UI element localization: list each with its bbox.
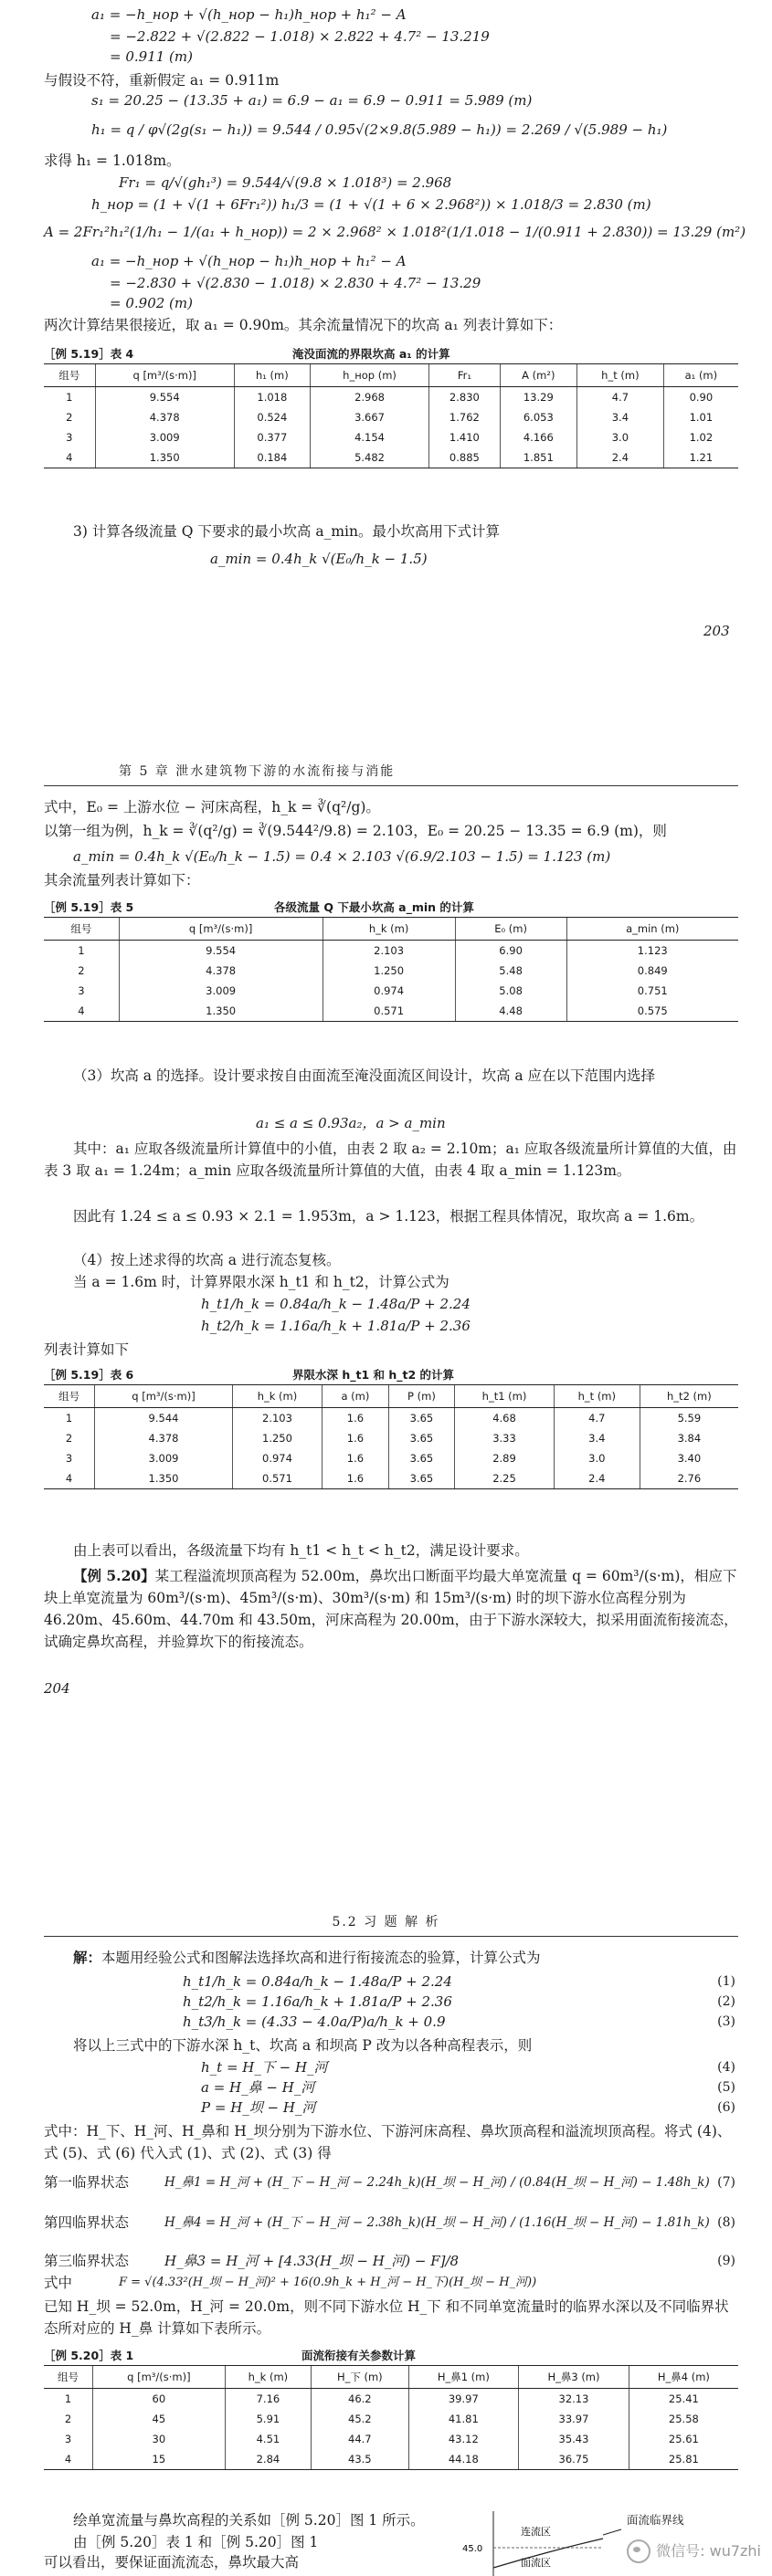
cell: 35.43 (519, 2429, 629, 2449)
cell: 1.410 (429, 427, 500, 447)
column-header: q [m³/(s·m)] (119, 918, 323, 941)
column-header: H_鼻4 (m) (629, 2366, 738, 2389)
formula: h_t = H_下 − H_河 (201, 2059, 328, 2076)
formula: h_t1/h_k = 0.84a/h_k − 1.48a/P + 2.24 (201, 1296, 471, 1312)
running-header: 5.2 习 题 解 析 (332, 1915, 440, 1929)
table-row (44, 2389, 738, 2410)
table-row (44, 407, 738, 427)
cell: 25.58 (629, 2409, 738, 2429)
column-header: h_t (m) (577, 364, 664, 387)
table-row (44, 2409, 738, 2429)
cell: 0.571 (232, 1468, 322, 1489)
cell: 3.65 (388, 1408, 454, 1429)
cell: 0.974 (323, 981, 455, 1001)
formula: a_min = 0.4h_k √(E₀/h_k − 1.5) (210, 551, 428, 567)
solution-line (73, 1949, 541, 1967)
cell: 6.053 (500, 407, 576, 427)
figure-leader (603, 2529, 621, 2535)
figure-region-label: 面流区 (521, 2557, 551, 2569)
cell: 3.65 (388, 1448, 454, 1468)
formula: h_t3/h_k = (4.33 − 4.0a/P)a/h_k + 0.9 (183, 2013, 446, 2030)
cell: 3 (65, 1452, 73, 1465)
cell: 2.4 (554, 1468, 640, 1489)
equation-line: h_нор = (1 + √(1 + 6Fr₁²)) h₁/3 = (1 + √(1 + 6 × 2.968²)) × 1.018/3 = 2.830 (m) (91, 196, 651, 213)
cell: 46.2 (312, 2389, 408, 2410)
equation-number: (2) (717, 1994, 735, 2009)
column-header: E₀ (m) (455, 918, 566, 941)
paragraph: （4）按上述求得的坎高 a 进行流态复核。 (73, 1252, 341, 1268)
cell: 32.13 (519, 2389, 629, 2410)
cell: 60 (92, 2389, 225, 2410)
cell: 3.667 (310, 407, 428, 427)
subsection-heading: 3) 计算各级流量 Q 下要求的最小坎高 a_min。最小坎高用下式计算 (73, 523, 500, 540)
equation-line: = 0.911 (m) (110, 48, 193, 65)
cell: 1.01 (663, 407, 738, 427)
column-header: h₁ (m) (234, 364, 310, 387)
cell: 1.350 (119, 1001, 323, 1022)
solution-label: 解： (73, 1949, 102, 1966)
column-header: 组号 (44, 364, 95, 387)
equation-line: a_min = 0.4h_k √(E₀/h_k − 1.5) = 0.4 × 2.103 √(6.9/2.103 − 1.5) = 1.123 (m) (73, 848, 611, 865)
cell: 33.97 (519, 2409, 629, 2429)
cell: 3.0 (577, 427, 664, 447)
table-label: ［例 5.19］表 4 (44, 347, 134, 361)
cell: 15 (92, 2449, 225, 2470)
cell: 0.575 (566, 1001, 738, 1022)
cell: 25.81 (629, 2449, 738, 2470)
watermark (627, 2539, 761, 2564)
cell: 2 (64, 2413, 72, 2425)
cell: 1.6 (323, 1408, 389, 1429)
cell: 3.33 (455, 1428, 555, 1448)
cell: 5.08 (455, 981, 566, 1001)
example-text: 某工程溢流坝顶高程为 52.00m，鼻坎出口断面平均最大单宽流量 q = 60m³/(s·m)，相应下块上单宽流量为 60m³/(s·m)、45m³/(s·m)、30m³/(s·m) 和 15m³/(s·m) 时的坝下游水位高程分别为 46.20m、45.60m、44.70m 和 43.50m，河床高程为 20.00m，由于下游水深较大，拟采用面流衔接流态，试确定鼻坎高程，并验算坎下的衔接流态。 (44, 1568, 738, 1650)
cell: 4 (44, 1001, 119, 1022)
table-row (44, 1001, 738, 1022)
column-header: H_下 (m) (312, 2366, 408, 2389)
cell: 9.554 (95, 387, 234, 408)
cell: 4.378 (95, 1428, 233, 1448)
cell: 0.524 (234, 407, 310, 427)
page-203 (0, 0, 772, 685)
example-paragraph (44, 1565, 738, 1653)
cell: 3.40 (640, 1448, 738, 1468)
cell: 2 (78, 964, 85, 977)
cell: 36.75 (519, 2449, 629, 2470)
cell: 1.6 (323, 1428, 389, 1448)
state-label: 第四临界状态 (44, 2214, 130, 2231)
text-line: 式中 (44, 2275, 73, 2291)
equation-number: (9) (717, 2254, 735, 2268)
equation-line: A = 2Fr₁²h₁²(1/h₁ − 1/(a₁ + h_нор)) = 2 × 2.968² × 1.018²(1/1.018 − 1/(0.911 + 2.830)) = 13.29 (m²) (44, 224, 746, 240)
formula: h_t2/h_k = 1.16a/h_k + 1.81a/P + 2.36 (201, 1318, 471, 1334)
column-header: h_t1 (m) (455, 1385, 555, 1408)
equation-line: s₁ = 20.25 − (13.35 + a₁) = 6.9 − a₁ = 6.9 − 0.911 = 5.989 (m) (91, 92, 533, 109)
cell: 5.59 (640, 1408, 738, 1429)
paragraph: 由［例 5.20］表 1 和［例 5.20］图 1 (73, 2534, 319, 2550)
figure-partial (457, 2511, 649, 2576)
cell: 9.554 (119, 941, 323, 962)
table-5 (44, 917, 738, 1022)
equation-line: h₁ = q / φ√(2g(s₁ − h₁)) = 9.544 / 0.95√(2×9.8(5.989 − h₁)) = 2.269 / √(5.989 − h₁) (91, 121, 668, 138)
paragraph: 可以看出，要保证面流流态，鼻坎最大高 (44, 2554, 300, 2571)
paragraph: 列表计算如下 (44, 1341, 130, 1358)
solution-text: 本题用经验公式和图解法选择坎高和进行衔接流态的验算，计算公式为 (101, 1950, 541, 1966)
cell: 3.84 (640, 1428, 738, 1448)
page-204 (0, 758, 772, 1835)
cell: 1 (65, 1412, 73, 1425)
table-title: 淹没面流的界限坎高 a₁ 的计算 (292, 347, 450, 361)
cell: 0.751 (566, 981, 738, 1001)
table-row (44, 1468, 738, 1489)
cell: 44.18 (408, 2449, 519, 2470)
text-line: 两次计算结果很接近，取 a₁ = 0.90m。其余流量情况下的坎高 a₁ 列表计算如下： (44, 317, 563, 333)
table-example-5-20 (44, 2365, 738, 2470)
cell: 0.885 (429, 447, 500, 468)
equation-line: a₁ = −h_нор + √(h_нор − h₁)h_нор + h₁² − A (91, 6, 407, 23)
column-header: H_鼻1 (m) (408, 2366, 519, 2389)
column-header: a (m) (323, 1385, 389, 1408)
header-rule (44, 1936, 738, 1937)
cell: 1.21 (663, 447, 738, 468)
page-number: 203 (703, 623, 730, 639)
cell: 39.97 (408, 2389, 519, 2410)
cell: 25.41 (629, 2389, 738, 2410)
inequality: a₁ ≤ a ≤ 0.93a₂，a > a_min (256, 1115, 446, 1131)
cell: 0.571 (323, 1001, 455, 1022)
cell: 44.7 (312, 2429, 408, 2449)
cell: 2.968 (310, 387, 428, 408)
cell: 0.184 (234, 447, 310, 468)
cell: 0.974 (232, 1448, 322, 1468)
text-line: 以第一组为例，h_k = ∛(q²/g) = ∛(9.544²/9.8) = 2.103，E₀ = 20.25 − 13.35 = 6.9 (m)，则 (44, 823, 667, 839)
text-line: 与假设不符，重新假定 a₁ = 0.911m (44, 72, 280, 89)
table-row (44, 1428, 738, 1448)
cell: 3.4 (577, 407, 664, 427)
cell: 1.851 (500, 447, 576, 468)
page-section-5-2 (0, 1908, 772, 2576)
cell: 4.378 (119, 961, 323, 981)
cell: 43.5 (312, 2449, 408, 2470)
column-header: h_k (m) (232, 1385, 322, 1408)
equation-number: (3) (717, 2014, 735, 2029)
wechat-icon (627, 2539, 650, 2563)
figure-region-label: 连流区 (521, 2526, 551, 2538)
cell: 1 (78, 944, 85, 957)
cell: 4.154 (310, 427, 428, 447)
paragraph: 其中：a₁ 应取各级流量所计算值中的小值，由表 2 取 a₂ = 2.10m；a₁ 应取各级流量所计算值的大值，由表 3 取 a₁ = 1.24m；a_min 应取各级流量所计算值的大值，由表 4 取 a_min = 1.123m。 (44, 1141, 737, 1179)
equation-line: = −2.822 + √(2.822 − 1.018) × 2.822 + 4.7² − 13.219 (110, 28, 490, 45)
figure-line-label: 面流临界线 (627, 2513, 684, 2527)
table-row (44, 981, 738, 1001)
formula: P = H_坝 − H_河 (201, 2099, 316, 2116)
figure-tick-label: 45.0 (462, 2544, 483, 2554)
column-header: h_t (m) (554, 1385, 640, 1408)
cell: 1.6 (323, 1448, 389, 1468)
cell: 2.103 (323, 941, 455, 962)
equation-number: (5) (717, 2080, 735, 2095)
cell: 0.90 (663, 387, 738, 408)
paragraph: 因此有 1.24 ≤ a ≤ 0.93 × 2.1 = 1.953m，a > 1.123，根据工程具体情况，取坎高 a = 1.6m。 (73, 1208, 704, 1225)
equation-number: (4) (717, 2060, 735, 2075)
page-number: 204 (44, 1680, 70, 1697)
table-row (44, 2429, 738, 2449)
cell: 2.103 (232, 1408, 322, 1429)
cell: 5.91 (225, 2409, 311, 2429)
cell: 2.4 (577, 447, 664, 468)
column-header: H_鼻3 (m) (519, 2366, 629, 2389)
equation-line: Fr₁ = q/√(gh₁³) = 9.544/√(9.8 × 1.018³) = 2.968 (119, 174, 452, 191)
cell: 25.61 (629, 2429, 738, 2449)
paragraph: 由上表可以看出，各级流量下均有 h_t1 < h_t < h_t2，满足设计要求。 (73, 1542, 529, 1559)
cell: 1.6 (323, 1468, 389, 1489)
table-row (44, 961, 738, 981)
table-row (44, 941, 738, 962)
cell: 4.166 (500, 427, 576, 447)
cell: 1.018 (234, 387, 310, 408)
state-label: 第一临界状态 (44, 2174, 130, 2191)
cell: 4.7 (577, 387, 664, 408)
table-title: 各级流量 Q 下最小坎高 a_min 的计算 (274, 900, 474, 914)
equation-number: (8) (717, 2215, 735, 2230)
column-header: h_k (m) (225, 2366, 311, 2389)
column-header: h_t2 (m) (640, 1385, 738, 1408)
formula: h_t1/h_k = 0.84a/h_k − 1.48a/P + 2.24 (183, 1973, 452, 1990)
example-label: 【例 5.20】 (73, 1567, 155, 1584)
cell: 3.65 (388, 1468, 454, 1489)
table-label: ［例 5.19］表 6 (44, 1368, 134, 1382)
table-label: ［例 5.19］表 5 (44, 900, 134, 914)
cell: 5.48 (455, 961, 566, 981)
cell: 2.25 (455, 1468, 555, 1489)
column-header: a₁ (m) (663, 364, 738, 387)
cell: 3 (78, 984, 85, 997)
header-rule (44, 785, 738, 786)
cell: 3.0 (554, 1448, 640, 1468)
table-row (44, 387, 738, 408)
cell: 1.123 (566, 941, 738, 962)
equation-line: a₁ = −h_нор + √(h_нор − h₁)h_нор + h₁² − A (91, 253, 407, 269)
cell: 1 (66, 391, 73, 404)
column-header: q [m³/(s·m)] (92, 2366, 225, 2389)
cell: 1.250 (232, 1428, 322, 1448)
table-row (44, 1448, 738, 1468)
cell: 3.4 (554, 1428, 640, 1448)
cell: 4.7 (554, 1408, 640, 1429)
table-title: 界限水深 h_t1 和 h_t2 的计算 (292, 1368, 455, 1382)
column-header: 组号 (44, 918, 119, 941)
running-header: 第 5 章 泄水建筑物下游的水流衔接与消能 (119, 764, 396, 779)
state-label: 第三临界状态 (44, 2253, 130, 2269)
equation-line: = −2.830 + √(2.830 − 1.018) × 2.830 + 4.7² − 13.29 (110, 275, 481, 291)
cell: 6.90 (455, 941, 566, 962)
cell: 5.482 (310, 447, 428, 468)
column-header: A (m²) (500, 364, 576, 387)
cell: 3 (64, 2433, 72, 2445)
table-row (44, 1408, 738, 1429)
cell: 45 (92, 2409, 225, 2429)
equation-number: (1) (717, 1974, 735, 1989)
cell: 1.350 (95, 447, 234, 468)
paragraph: 式中：H_下、H_河、H_鼻和 H_坝分别为下游水位、下游河床高程、鼻坎顶高程和溢流坝顶高程。将式 (4)、式 (5)、式 (6) 代入式 (1)、式 (2)、式 (3) 得 (44, 2123, 732, 2161)
formula: a = H_鼻 − H_河 (201, 2079, 315, 2096)
cell: 3.65 (388, 1428, 454, 1448)
cell: 2.830 (429, 387, 500, 408)
column-header: Fr₁ (429, 364, 500, 387)
cell: 2 (66, 411, 73, 424)
cell: 9.544 (95, 1408, 233, 1429)
formula: h_t2/h_k = 1.16a/h_k + 1.81a/P + 2.36 (183, 1993, 452, 2010)
cell: 1.02 (663, 427, 738, 447)
cell: 43.12 (408, 2429, 519, 2449)
cell: 0.377 (234, 427, 310, 447)
cell: 41.81 (408, 2409, 519, 2429)
cell: 4.48 (455, 1001, 566, 1022)
cell: 13.29 (500, 387, 576, 408)
cell: 1.350 (95, 1468, 233, 1489)
table-title: 面流衔接有关参数计算 (301, 2349, 417, 2362)
column-header: P (m) (388, 1385, 454, 1408)
formula: H_鼻3 = H_河 + [4.33(H_坝 − H_河) − F]/8 (164, 2253, 460, 2269)
formula: F = √(4.33²(H_坝 − H_河)² + 16(0.9h_k + H_河 − H_下)(H_坝 − H_河)) (119, 2276, 537, 2289)
column-header: h_нор (m) (310, 364, 428, 387)
cell: 45.2 (312, 2409, 408, 2429)
cell: 2.84 (225, 2449, 311, 2470)
cell: 7.16 (225, 2389, 311, 2410)
formula: H_鼻1 = H_河 + (H_下 − H_河 − 2.24h_k)(H_坝 − H_河) / (0.84(H_坝 − H_河) − 1.48h_k) (164, 2175, 710, 2190)
text-line: 式中，E₀ = 上游水位 − 河床高程，h_k = ∛(q²/g)。 (44, 799, 380, 815)
cell: 1.250 (323, 961, 455, 981)
table-row (44, 2449, 738, 2470)
paragraph: 当 a = 1.6m 时，计算界限水深 h_t1 和 h_t2，计算公式为 (73, 1274, 449, 1290)
cell: 4.68 (455, 1408, 555, 1429)
cell: 4 (44, 447, 95, 468)
cell: 4 (44, 1468, 95, 1489)
column-header: a_min (m) (566, 918, 738, 941)
table-row (44, 427, 738, 447)
cell: 2 (65, 1432, 73, 1445)
table-label: ［例 5.20］表 1 (44, 2349, 134, 2362)
paragraph: 已知 H_坝 = 52.0m，H_河 = 20.0m，则不同下游水位 H_下 和不同单宽流量时的临界水深以及不同临界状态所对应的 H_鼻 计算如下表所示。 (44, 2298, 729, 2337)
cell: 3.009 (95, 1448, 233, 1468)
equation-number: (6) (717, 2100, 735, 2115)
cell: 0.849 (566, 961, 738, 981)
cell: 1 (64, 2392, 72, 2405)
column-header: 组号 (44, 2366, 92, 2389)
column-header: q [m³/(s·m)] (95, 1385, 233, 1408)
cell: 3 (66, 431, 73, 444)
cell: 2.89 (455, 1448, 555, 1468)
equation-line: = 0.902 (m) (110, 295, 193, 311)
table-6 (44, 1384, 738, 1489)
text-line: 求得 h₁ = 1.018m。 (44, 152, 181, 169)
cell: 30 (92, 2429, 225, 2449)
paragraph: （3）坎高 a 的选择。设计要求按自由面流至淹没面流区间设计，坎高 a 应在以下范围内选择 (73, 1067, 656, 1084)
paragraph: 绘单宽流量与鼻坎高程的关系如［例 5.20］图 1 所示。 (73, 2512, 425, 2529)
cell: 2.76 (640, 1468, 738, 1489)
text-line: 其余流量列表计算如下： (44, 872, 200, 888)
cell: 4.378 (95, 407, 234, 427)
paragraph: 将以上三式中的下游水深 h_t、坎高 a 和坝高 P 改为以各种高程表示，则 (73, 2037, 533, 2054)
cell: 3.009 (119, 981, 323, 1001)
cell: 1.762 (429, 407, 500, 427)
table-4 (44, 363, 738, 468)
formula: H_鼻4 = H_河 + (H_下 − H_河 − 2.38h_k)(H_坝 − H_河) / (1.16(H_坝 − H_河) − 1.81h_k) (164, 2215, 710, 2230)
watermark-text: 微信号: wu7zhi (656, 2541, 761, 2560)
equation-number: (7) (717, 2175, 735, 2190)
column-header: h_k (m) (323, 918, 455, 941)
column-header: 组号 (44, 1385, 95, 1408)
table-row (44, 447, 738, 468)
column-header: q [m³/(s·m)] (95, 364, 234, 387)
cell: 3.009 (95, 427, 234, 447)
cell: 4.51 (225, 2429, 311, 2449)
cell: 4 (44, 2449, 92, 2470)
